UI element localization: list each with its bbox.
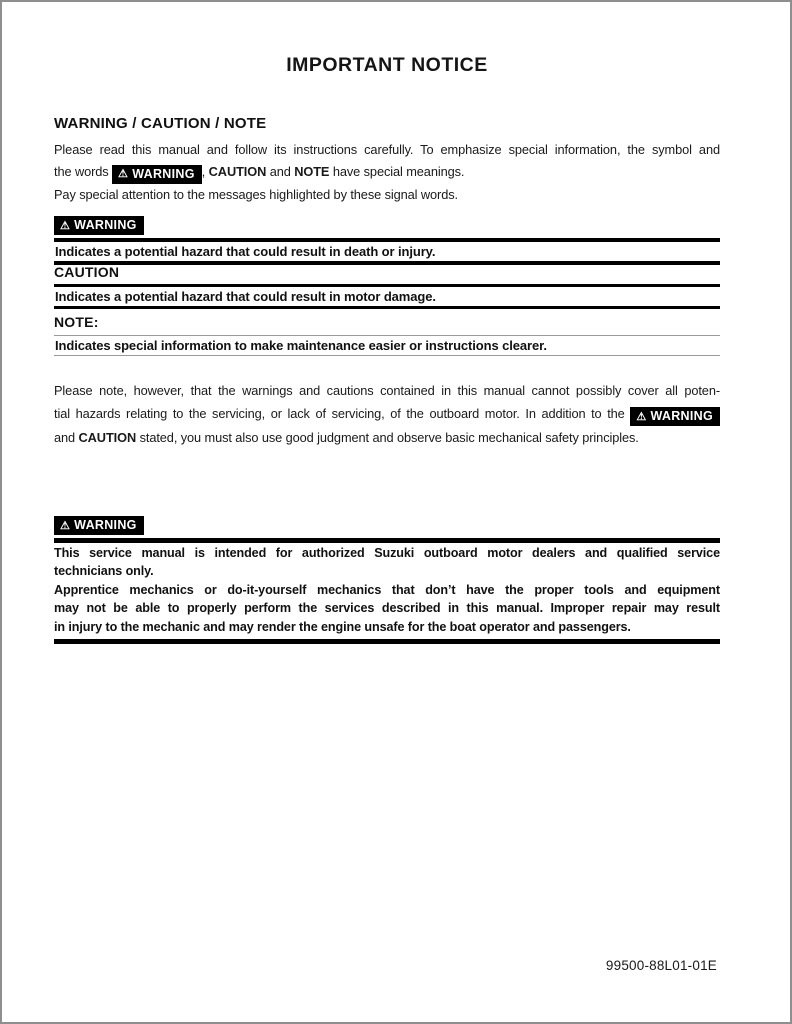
warning-triangle-icon: ⚠ — [60, 219, 71, 232]
service-warning-text — [54, 544, 720, 636]
warning-badge-label: WARNING — [74, 218, 137, 232]
intro-line2-post: have special meanings. — [329, 163, 465, 179]
service-warning-line: Apprentice mechanics or do-it-yourself mechanics that don’t have the proper tools and equipment — [54, 582, 720, 597]
caution-word: CAUTION — [78, 430, 137, 445]
gray-rule — [54, 355, 720, 356]
intro-line2-and: and — [266, 163, 295, 179]
black-rule — [54, 306, 720, 309]
note-word: NOTE — [294, 163, 330, 179]
intro-line-3: Pay special attention to the messages highlighted by these signal words. — [54, 186, 458, 202]
body-note-line2-pre: tial hazards relating to the servicing, or lack of servicing, of the outboard motor. In addition to the — [54, 406, 631, 421]
warning-definition-text: Indicates a potential hazard that could result in death or injury. — [55, 244, 436, 259]
body-note-line3-pre: and — [54, 430, 79, 445]
warning-badge-inline — [630, 407, 720, 426]
service-warning-line: This service manual is intended for authorized Suzuki outboard motor dealers and qualified service — [54, 546, 720, 560]
service-warning-box — [54, 514, 720, 644]
caution-definition-box — [54, 264, 720, 309]
service-warning-line: in injury to the mechanic and may render the engine unsafe for the boat operator and passengers. — [54, 619, 631, 634]
document-part-number: 99500-88L01-01E — [605, 958, 717, 973]
note-definition-box — [54, 314, 720, 356]
warning-triangle-icon: ⚠ — [118, 168, 129, 180]
intro-line2-pre: the words — [54, 163, 113, 179]
body-note-line-3 — [54, 426, 720, 449]
caution-word: CAUTION — [208, 163, 267, 179]
warning-definition-box — [54, 214, 720, 265]
intro-line-1: Please read this manual and follow its instructions carefully. To emphasize special information, the symbol and — [54, 142, 720, 157]
intro-line-2 — [54, 161, 720, 184]
note-label: NOTE: — [54, 314, 99, 330]
warning-badge-label: WARNING — [650, 409, 713, 423]
service-warning-line: technicians only. — [54, 564, 154, 579]
caution-definition-text: Indicates a potential hazard that could result in motor damage. — [55, 289, 436, 304]
body-note-line3-post: stated, you must also use good judgment and observe basic mechanical safety principles. — [136, 430, 639, 445]
body-note-paragraph — [54, 379, 720, 449]
warning-triangle-icon: ⚠ — [636, 410, 647, 423]
intro-line2-comma: , — [201, 163, 209, 179]
section-heading-warning-caution-note: WARNING / CAUTION / NOTE — [54, 115, 267, 132]
body-note-line-2 — [54, 402, 720, 426]
warning-badge — [54, 516, 144, 535]
body-note-line-1: Please note, however, that the warnings and cautions contained in this manual cannot possibly cover all poten- — [54, 383, 720, 398]
black-rule — [54, 538, 720, 543]
caution-label: CAUTION — [54, 264, 120, 280]
warning-badge-inline — [112, 165, 202, 184]
page-title: IMPORTANT NOTICE — [286, 54, 488, 76]
warning-badge-label: WARNING — [74, 518, 137, 532]
warning-badge — [54, 216, 144, 235]
page-content — [54, 2, 720, 1022]
intro-paragraph — [54, 139, 720, 205]
service-warning-line: may not be able to properly perform the services described in this manual. Improper repair may result — [54, 601, 720, 616]
warning-triangle-icon: ⚠ — [60, 519, 71, 532]
black-rule — [54, 639, 720, 644]
warning-badge-label: WARNING — [132, 166, 195, 181]
note-definition-text: Indicates special information to make maintenance easier or instructions clearer. — [55, 338, 547, 353]
